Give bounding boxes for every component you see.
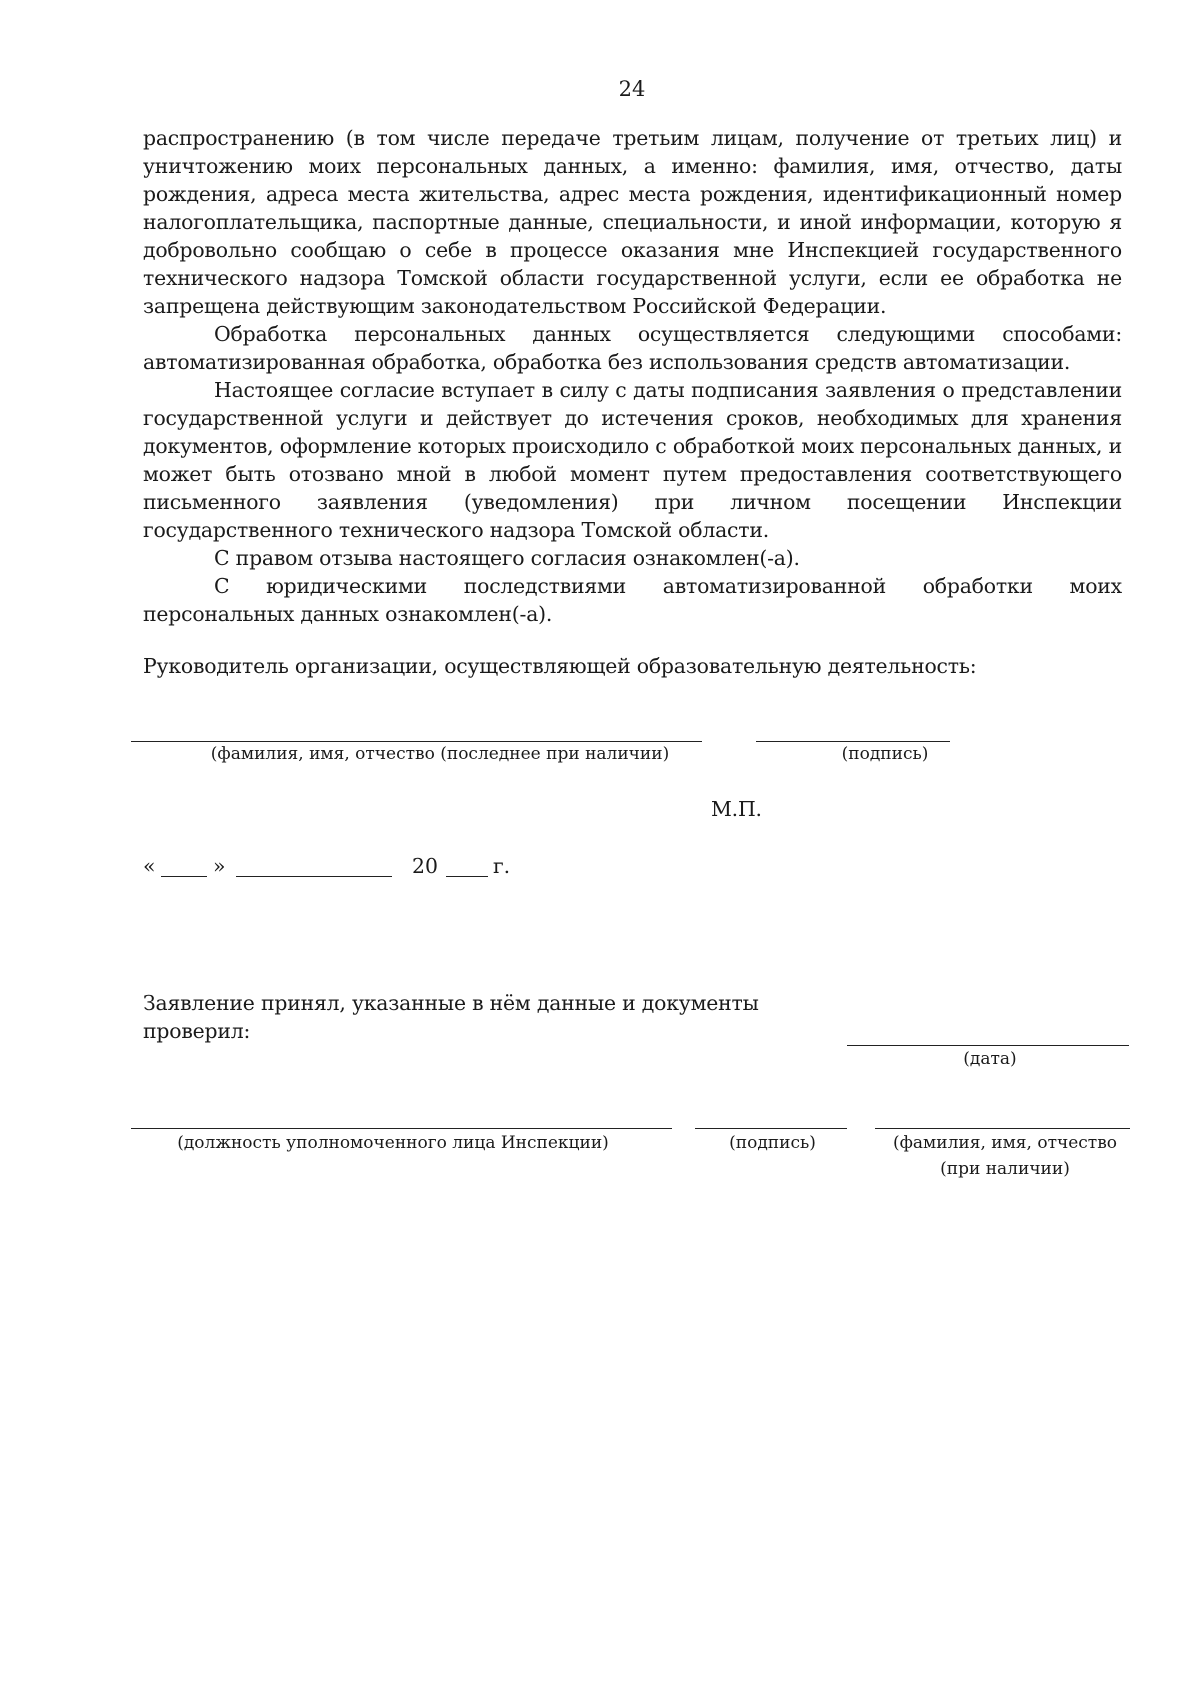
paragraph-legal-consequences: С юридическими последствиями автоматизированной обработки моих персональных данных ознакомлен(-а).	[143, 574, 1122, 626]
head-fio-caption: (фамилия, имя, отчество (последнее при наличии)	[210, 744, 670, 764]
paragraph-consent-validity: Настоящее согласие вступает в силу с даты подписания заявления о представлении государственной услуги и действует до истечения сроков, необходимых для хранения документов, оформление которых происходило с обработкой моих персональных данных, и может быть отозвано мной в любой момент путем предоставления соответствующего письменного заявления (уведомления) при личном посещении Инспекции государственного технического надзора Томской области.	[143, 378, 1122, 542]
page-number: 24	[618, 77, 646, 101]
year-prefix: 20	[412, 854, 438, 878]
head-signature-caption: (подпись)	[841, 744, 929, 764]
position-caption: (должность уполномоченного лица Инспекции)	[177, 1133, 609, 1153]
acceptance-fio-caption-1: (фамилия, имя, отчество	[892, 1133, 1118, 1153]
head-label: Руководитель организации, осуществляющей образовательную деятельность:	[143, 654, 977, 678]
acceptance-fio-line	[875, 1128, 1130, 1129]
paragraph-processing-methods: Обработка персональных данных осуществляется следующими способами: автоматизированная обработка, обработка без использования средств автоматизации.	[143, 322, 1122, 374]
month-blank	[236, 876, 392, 877]
acceptance-date-caption: (дата)	[963, 1049, 1017, 1069]
acceptance-signature-line	[695, 1128, 847, 1129]
position-line	[131, 1128, 672, 1129]
consent-body	[143, 124, 1122, 628]
year-blank	[446, 876, 488, 877]
head-fio-line	[131, 741, 702, 742]
acceptance-fio-caption-2: (при наличии)	[940, 1159, 1070, 1179]
stamp-label: М.П.	[711, 797, 762, 821]
date-close-quote: »	[213, 854, 226, 878]
year-suffix: г.	[493, 854, 511, 878]
day-blank	[161, 876, 207, 877]
acceptance-signature-caption: (подпись)	[729, 1133, 816, 1153]
paragraph-withdrawal-right: С правом отзыва настоящего согласия ознакомлен(-а).	[214, 546, 800, 570]
acceptance-date-line	[847, 1045, 1129, 1046]
acceptance-label: Заявление принял, указанные в нём данные и документы проверил:	[143, 991, 759, 1043]
head-signature-line	[756, 741, 950, 742]
date-line	[143, 852, 543, 880]
paragraph-data-list: распространению (в том числе передаче третьим лицам, получение от третьих лиц) и уничтожению моих персональных данных, а именно: фамилия, имя, отчество, даты рождения, адреса места жительства, адрес места рождения, идентификационный номер налогоплательщика, паспортные данные, специальности, и иной информации, которую я добровольно сообщаю о себе в процессе оказания мне Инспекцией государственного технического надзора Томской области государственной услуги, если ее обработка не запрещена действующим законодательством Российской Федерации.	[143, 126, 1122, 318]
date-open-quote: «	[143, 854, 156, 878]
